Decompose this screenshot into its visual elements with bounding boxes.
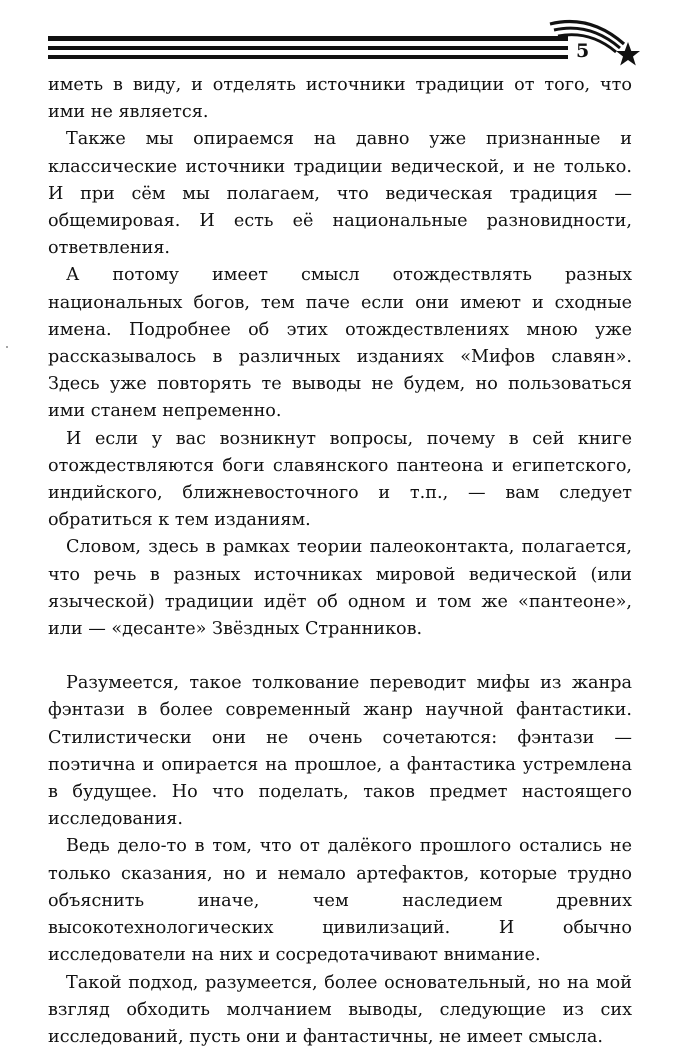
paragraph: И если у вас возникнут вопросы, почему в сей книге отождествляются боги славянского пантеона и египетского, индийского, ближневосточного и т.п., — вам следует обратиться к тем изданиям. [48,426,632,535]
shooting-star-icon [544,14,640,70]
header-rule-bottom [48,55,568,59]
paragraph: Словом, здесь в рамках теории палеоконтакта, полагается, что речь в разных источниках мировой ведической (или языческой) традиции идёт об одном и том же «пантеоне», или — «десанте» Звёздных Странников. [48,534,632,643]
page-header [48,14,638,74]
header-rule-top [48,36,568,41]
paragraph: Разумеется, такое толкование переводит мифы из жанра фэнтази в более современный жанр научной фантастики. Стилистически они не очень сочетаются: фэнтази — поэтична и опирается на прошлое, а фантастика устремлена в будущее. Но что поделать, таков предмет настоящего исследования. [48,670,632,833]
header-rule-middle [48,46,568,50]
paragraph: А потому имеет смысл отождествлять разных национальных богов, тем паче если они имеют и сходные имена. Подробнее об этих отождествлениях мною уже рассказывалось в различных изданиях «Мифов славян». Здесь уже повторять те выводы не будем, но пользоваться ими станем непременно. [48,262,632,425]
page-number: 5 [576,40,589,62]
text-body [48,72,632,1051]
paragraph: Также мы опираемся на давно уже признанные и классические источники традиции ведической, и не только. И при сём мы полагаем, что ведическая традиция — общемировая. И есть её национальные разновидности, ответвления. [48,126,632,262]
scan-speck [6,346,8,348]
header-rules [48,36,568,68]
paragraph: Такой подход, разумеется, более основательный, но на мой взгляд обходить молчанием выводы, следующие из сих исследований, пусть они и фантастичны, не имеет смысла. [48,970,632,1051]
paragraph: Ведь дело-то в том, что от далёкого прошлого остались не только сказания, но и немало артефактов, которые трудно объяснить иначе, чем наследием древних высокотехнологических цивилизаций. И обычно исследователи на них и сосредотачивают внимание. [48,833,632,969]
paragraph: иметь в виду, и отделять источники традиции от того, что ими не является. [48,72,632,126]
